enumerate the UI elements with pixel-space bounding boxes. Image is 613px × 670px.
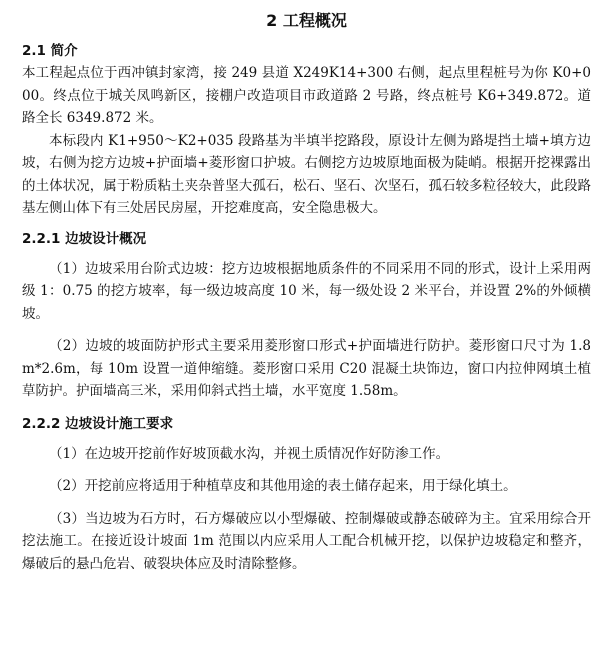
intro-paragraph-2: 本标段内 K1+950～K2+035 段路基为半填半挖路段，原设计左侧为路堤挡土墙+填方边坡，右侧为挖方边坡+护面墙+菱形窗口护坡。右侧挖方边坡原地面极为陡峭。根据开挖裸露出的土体状况，属于粉质粘土夹杂普坚大孤石，松石、坚石、次坚石，孤石较多粒径较大，此段路基左侧山体下有三处居民房屋，开挖难度高，安全隐患极大。 <box>22 132 591 216</box>
construction-requirement-3: （3）当边坡为石方时，石方爆破应以小型爆破、控制爆破或静态破碎为主。宜采用综合开挖法施工。在接近设计坡面 1m 范围以内应采用人工配合机械开挖，以保护边坡稳定和整齐，爆破后的悬凸危岩、破裂块体应及时清除整修。 <box>22 510 591 572</box>
construction-requirement-2: （2）开挖前应将适用于种植草皮和其他用途的表土储存起来，用于绿化填土。 <box>49 478 517 494</box>
section-heading-slope-design: 2.2.1 边坡设计概况 <box>22 230 147 247</box>
section-heading-construction-requirements: 2.2.2 边坡设计施工要求 <box>22 415 174 432</box>
section-heading-intro: 2.1 简介 <box>22 43 78 59</box>
slope-design-paragraph-1: （1）边坡采用台阶式边坡：挖方边坡根据地质条件的不同采用不同的形式，设计上采用两级 1：0.75 的挖方坡率，每一级边坡高度 10 米，每一级处设 2 米平台，并设置 2%的外倾横坡。 <box>22 260 591 322</box>
construction-requirement-1: （1）在边坡开挖前作好坡顶截水沟，并视土质情况作好防渗工作。 <box>49 445 450 462</box>
slope-design-paragraph-2: （2）边坡的坡面防护形式主要采用菱形窗口形式+护面墙进行防护。菱形窗口尺寸为 1.8m*2.6m，每 10m 设置一道伸缩缝。菱形窗口采用 C20 混凝土块饰边，窗口内拉伸网填土植草防护。护面墙高三米，采用仰斜式挡土墙，水平宽度 1.58m。 <box>22 338 591 399</box>
intro-paragraph-1: 本工程起点位于西冲镇封家湾，接 249 县道 X249K14+300 右侧，起点里程桩号为你 K0+000。终点位于城关凤鸣新区，接棚户改造项目市政道路 2 号路，终点桩号 K6+349.872。道路全长 6349.872 米。 <box>22 65 591 126</box>
chapter-title: 2 工程概况 <box>266 11 347 30</box>
